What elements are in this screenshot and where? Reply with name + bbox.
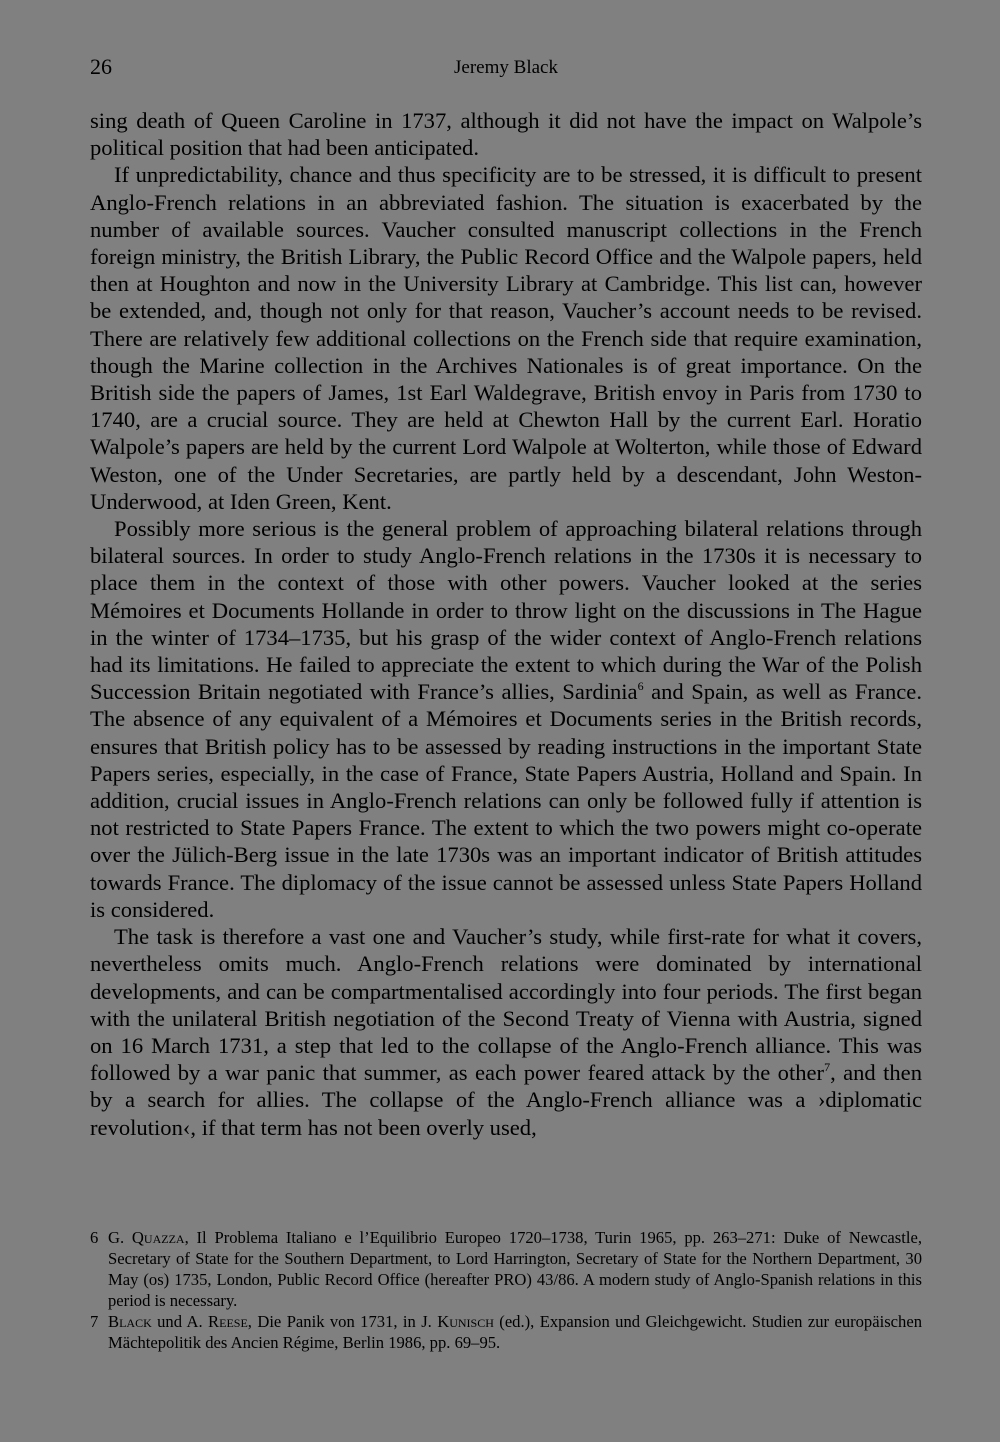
footnote-author: G. Quazza (108, 1228, 185, 1247)
paragraph-4-part-b: , and then by a search for allies. The collapse of the Anglo-French alliance was a ›diplomatic revolution‹, if that term has not been overly used, (90, 1060, 923, 1140)
paragraph-1: sing death of Queen Caroline in 1737, although it did not have the impact on Walpole’s political position that had been anticipated. (90, 108, 922, 161)
paragraph-4 (90, 923, 922, 1141)
footnote-7 (90, 1311, 922, 1353)
page-number: 26 (90, 54, 112, 79)
footnote-author: Black (108, 1312, 152, 1332)
footnote-6 (90, 1227, 922, 1311)
footnote-author: Reese (208, 1312, 248, 1332)
footnote-number: 7 (90, 1312, 99, 1332)
paragraph-3-part-a: Possibly more serious is the general problem of approaching bilateral relations through bilateral sources. In order to study Anglo-French relations in the 1730s it is necessary to place them in the context of those with other powers. Vaucher looked at the series Mémoires et Documents Hollande in order to throw light on the discussions in The Hague in the winter of 1734–1735, but his grasp of the wider context of Anglo-French relations had its limitations. He failed to appreciate the extent to which during the War of the Polish Succession Britain negotiated with France’s allies, Sardinia (90, 516, 922, 705)
paragraph-2: If unpredictability, chance and thus specificity are to be stressed, it is difficult to present Anglo-French relations in an abbreviated fashion. The situation is exacerbated by the number of available sources. Vaucher consulted manuscript collections in the French foreign ministry, the British Library, the Public Record Office and the Walpole papers, held then at Houghton and now in the University Library at Cambridge. This list can, however be extended, and, though not only for that reason, Vaucher’s account needs to be revised. There are relatively few additional collections on the French side that require examination, though the Marine collection in the Archives Nationales is of great importance. On the British side the papers of James, 1st Earl Waldegrave, British envoy in Paris from 1730 to 1740, are a crucial source. They are held at Chewton Hall by the current Earl. Horatio Walpole’s papers are held by the current Lord Walpole at Wolterton, while those of Edward Weston, one of the Under Secretaries, are partly held by a descendant, John Weston-Underwood, at Iden Green, Kent. (90, 162, 922, 514)
footnote-ref-7[interactable]: 7 (824, 1060, 831, 1075)
paragraph-4-part-a: The task is therefore a vast one and Vaucher’s study, while first-rate for what it covers, nevertheless omits much. Anglo-French relations were dominated by international developments, and can be compartmentalised accordingly into four periods. The first began with the unilateral British negotiation of the Second Treaty of Vienna with Austria, signed on 16 March 1731, a step that led to the collapse of the Anglo-French alliance. This was followed by a war panic that summer, as each power feared attack by the other (90, 924, 922, 1086)
footnote-text: , Il Problema Italiano e l’Equilibrio Europeo 1720–1738, Turin 1965, pp. 263–271: Duke of Newcastle, Secretary of State for the Southern Department, to Lord Harrington, Secretary of State for the Northern Department, 30 May (os) 1735, London, Public Record Office (hereafter PRO) 43/86. A modern study of Anglo-Spanish relations in this period is necessary. (108, 1228, 922, 1311)
running-head: Jeremy Black (454, 57, 558, 78)
paragraph-3-part-b: and Spain, as well as France. The absence of any equivalent of a Mémoires et Documents series in the British records, ensures that British policy has to be assessed by reading instructions in the important State Papers series, especially, in the case of France, State Papers Austria, Holland and Spain. In addition, crucial issues in Anglo-French relations can only be followed fully if attention is not restricted to State Papers France. The extent to which the two powers might co-operate over the Jülich-Berg issue in the late 1730s was an important indicator of British attitudes towards France. The diplomacy of the issue cannot be assessed unless State Papers Holland is considered. (90, 679, 922, 922)
footnote-number: 6 (90, 1228, 99, 1247)
paragraph-3 (90, 515, 922, 923)
main-text (90, 107, 922, 1141)
footnote-text: und A. (151, 1312, 209, 1332)
footnote-text: , Die Panik von 1731, in J. (247, 1312, 438, 1332)
footnote-author: Kunisch (437, 1312, 494, 1332)
footnote-text: (ed.), Expansion und Gleichgewicht. Studien zur europäischen Mächtepolitik des Ancien Régime, Berlin 1986, pp. 69–95. (108, 1312, 922, 1353)
footnotes (90, 1227, 922, 1354)
page-header (90, 54, 922, 84)
footnote-ref-6[interactable]: 6 (637, 679, 644, 694)
